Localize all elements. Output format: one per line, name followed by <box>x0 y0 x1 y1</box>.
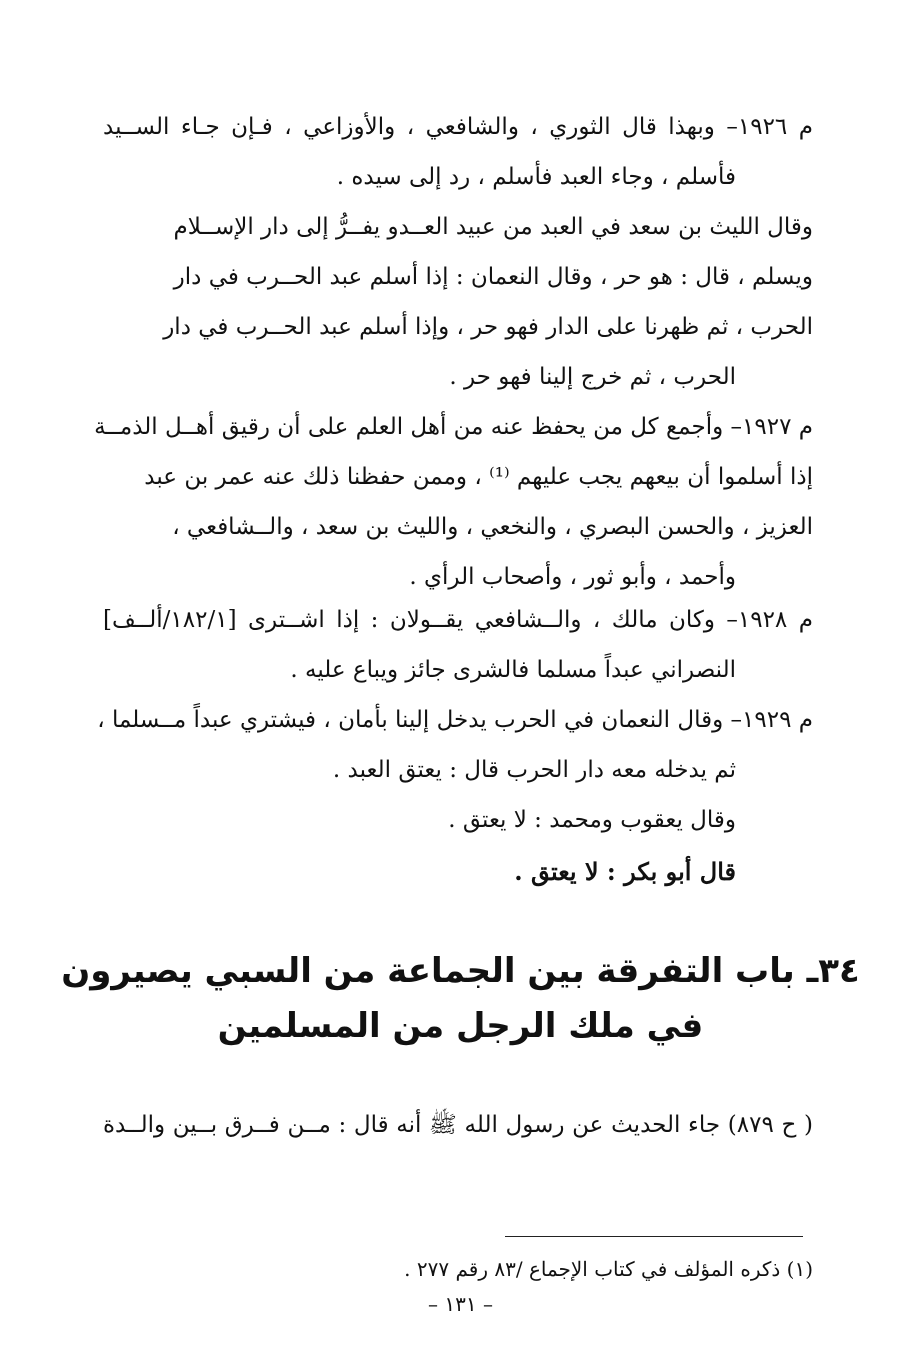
entry-1929-line-1: م ١٩٢٩– وقال النعمان في الحرب يدخل إلينا بأمان ، فيشتري عبداً مــسلما ، <box>97 707 813 733</box>
entry-1927-line-1: م ١٩٢٧– وأجمع كل من يحفظ عنه من أهل العلم على أن رقيق أهــل الذمــة <box>94 414 813 440</box>
entry-1929-line-4: قال أبو بكر : لا يعتق . <box>514 857 736 886</box>
entry-1929-line-3: وقال يعقوب ومحمد : لا يعتق . <box>448 807 736 833</box>
entry-1926-line-1: م ١٩٢٦– وبهذا قال الثوري ، والشافعي ، والأوزاعي ، فـإن جـاء الســيد <box>103 114 813 140</box>
entry-1927-line-3: العزيز ، والحسن البصري ، والنخعي ، والليث بن سعد ، والــشافعي ، <box>172 514 813 540</box>
entry-1926-line-3: وقال الليث بن سعد في العبد من عبيد العــدو يفــرُّ إلى دار الإســلام <box>173 214 813 240</box>
entry-1928-line-2: النصراني عبداً مسلما فالشرى جائز ويباع عليه . <box>290 657 736 683</box>
entry-1928-line-1: م ١٩٢٨– وكان مالك ، والــشافعي يقــولان : إذا اشــترى [١٨٢/١/ألــف] <box>103 607 813 633</box>
footnote-1: (١) ذكره المؤلف في كتاب الإجماع /٨٣ رقم ٢٧٧ . <box>404 1257 813 1281</box>
page-number: – ١٣١ – <box>428 1292 493 1316</box>
entry-1927-line-4: وأحمد ، وأبو ثور ، وأصحاب الرأي . <box>409 564 736 590</box>
entry-1926-line-4: ويسلم ، قال : هو حر ، وقال النعمان : إذا أسلم عبد الحــرب في دار <box>173 264 813 290</box>
entry-1926-line-2: فأسلم ، وجاء العبد فأسلم ، رد إلى سيده . <box>336 164 736 190</box>
entry-1927-line-2: إذا أسلموا أن بيعهم يجب عليهم ⁽¹⁾ ، وممن حفظنا ذلك عنه عمر بن عبد <box>144 464 813 490</box>
chapter-title-line-1: ٣٤ـ باب التفرقة بين الجماعة من السبي يصيرون <box>61 951 860 991</box>
hadith-879-line: ( ح ٨٧٩) جاء الحديث عن رسول الله ﷺ أنه قال : مــن فــرق بــين والــدة <box>103 1112 813 1138</box>
footnote-divider <box>505 1236 803 1237</box>
chapter-title-line-2: في ملك الرجل من المسلمين <box>217 1006 704 1046</box>
entry-1926-line-6: الحرب ، ثم خرج إلينا فهو حر . <box>449 364 736 390</box>
entry-1929-line-2: ثم يدخله معه دار الحرب قال : يعتق العبد . <box>332 757 736 783</box>
entry-1926-line-5: الحرب ، ثم ظهرنا على الدار فهو حر ، وإذا أسلم عبد الحــرب في دار <box>163 314 813 340</box>
